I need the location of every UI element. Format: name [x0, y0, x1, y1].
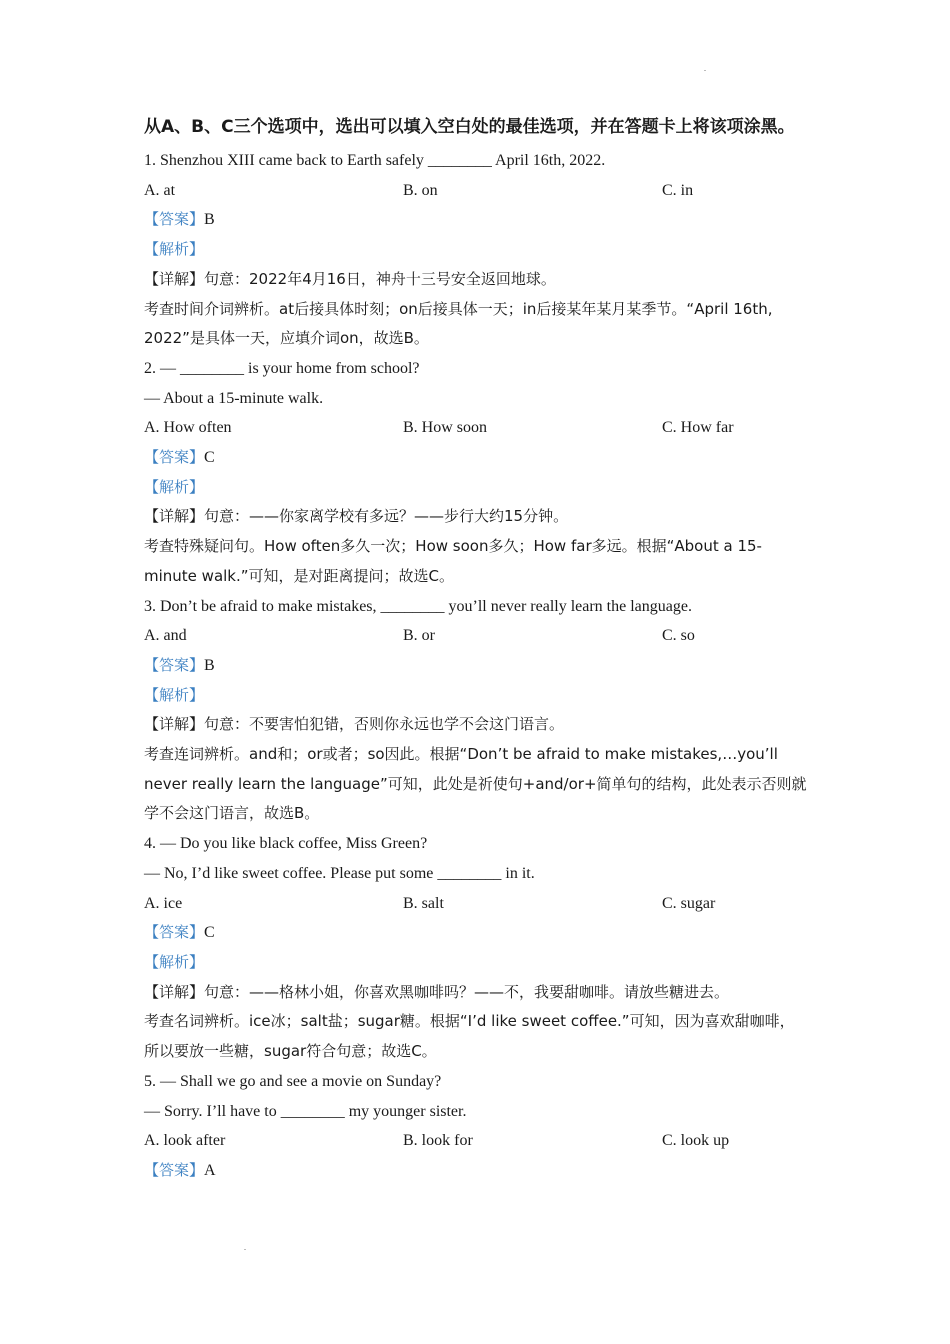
answer-value: B — [204, 211, 215, 229]
question-1-analysis — [144, 235, 809, 265]
option-b: B. on — [403, 181, 438, 199]
option-b: B. or — [403, 627, 435, 645]
option-c: C. How far — [662, 419, 734, 437]
scan-dot — [244, 1249, 246, 1250]
option-b: B. salt — [403, 894, 444, 912]
question-3-options — [144, 621, 809, 651]
document-content — [144, 110, 809, 1186]
question-2-options — [144, 413, 809, 443]
answer-value: C — [204, 924, 215, 942]
question-5-options — [144, 1126, 809, 1156]
question-3-stem: 3. Don’t be afraid to make mistakes, ________ you’ll never really learn the language. — [144, 597, 692, 615]
question-4-analysis — [144, 948, 809, 978]
answer-value: B — [204, 656, 215, 674]
option-c: C. so — [662, 627, 695, 645]
detail-text: 句意：不要害怕犯错，否则你永远也学不会这门语言。 — [204, 715, 565, 734]
question-2-explanation: 考查特殊疑问句。How often多久一次；How soon多久；How far多远。根据“About a 15-minute walk.”可知，是对距离提问；故选C。 — [144, 537, 762, 585]
option-a: A. and — [144, 627, 187, 645]
question-3-explanation: 考查连词辨析。and和；or或者；so因此。根据“Don’t be afraid to make mistakes,…you’ll never really learn the language”可知，此处是祈使句+and/or+简单句的结构，此处表示否则就学不会这门语言，故选B。 — [144, 745, 807, 823]
question-5-reply: — Sorry. I’ll have to ________ my younger sister. — [144, 1102, 467, 1120]
question-1-answer — [144, 205, 809, 235]
detail-label: 【详解】 — [144, 982, 205, 1001]
option-c: C. in — [662, 181, 694, 199]
answer-label: 【答案】 — [144, 923, 205, 942]
question-3-analysis — [144, 681, 809, 711]
answer-label: 【答案】 — [144, 1160, 205, 1179]
question-1-stem: 1. Shenzhou XIII came back to Earth safely ________ April 16th, 2022. — [144, 152, 606, 169]
question-4-stem: 4. — Do you like black coffee, Miss Green? — [144, 835, 428, 853]
question-2-answer — [144, 443, 809, 473]
detail-label: 【详解】 — [144, 269, 205, 288]
detail-label: 【详解】 — [144, 715, 205, 734]
option-b: B. look for — [403, 1132, 473, 1150]
question-2-reply: — About a 15-minute walk. — [144, 389, 324, 407]
question-3-answer — [144, 651, 809, 681]
question-5-answer — [144, 1156, 809, 1186]
question-4-explanation: 考查名词辨析。ice冰；salt盐；sugar糖。根据“I’d like sweet coffee.”可知，因为喜欢甜咖啡，所以要放一些糖，sugar符合句意；故选C。 — [144, 1012, 795, 1061]
question-4-options — [144, 889, 809, 919]
question-4-detail — [144, 978, 809, 1008]
question-5-stem: 5. — Shall we go and see a movie on Sunday? — [144, 1072, 442, 1090]
analysis-label: 【解析】 — [144, 952, 205, 971]
option-a: A. look after — [144, 1132, 226, 1150]
detail-text: 句意：2022年4月16日，神舟十三号安全返回地球。 — [204, 269, 556, 288]
answer-value: A — [204, 1161, 216, 1179]
answer-label: 【答案】 — [144, 210, 205, 229]
answer-label: 【答案】 — [144, 448, 205, 467]
option-b: B. How soon — [403, 419, 488, 437]
analysis-label: 【解析】 — [144, 685, 205, 704]
question-4-answer — [144, 918, 809, 948]
option-a: A. How often — [144, 419, 232, 437]
analysis-label: 【解析】 — [144, 477, 205, 496]
question-2-detail — [144, 502, 809, 532]
question-3-detail — [144, 710, 809, 740]
scan-dot — [704, 70, 706, 71]
answer-label: 【答案】 — [144, 655, 205, 674]
detail-text: 句意：——格林小姐，你喜欢黑咖啡吗？——不，我要甜咖啡。请放些糖进去。 — [204, 982, 730, 1001]
option-c: C. look up — [662, 1132, 730, 1150]
question-2-stem: 2. — ________ is your home from school? — [144, 359, 420, 377]
option-a: A. ice — [144, 894, 183, 912]
detail-text: 句意：——你家离学校有多远？——步行大约15分钟。 — [204, 507, 569, 526]
question-1-detail — [144, 265, 809, 295]
question-4-reply: — No, I’d like sweet coffee. Please put some ________ in it. — [144, 864, 535, 882]
answer-value: C — [204, 449, 215, 467]
option-c: C. sugar — [662, 894, 716, 912]
question-1-options — [144, 176, 809, 206]
question-1-explanation: 考查时间介词辨析。at后接具体时刻；on后接具体一天；in后接某年某月某季节。“April 16th, 2022”是具体一天，应填介词on，故选B。 — [144, 299, 773, 348]
analysis-label: 【解析】 — [144, 240, 205, 259]
section-instruction: 从A、B、C三个选项中，选出可以填入空白处的最佳选项，并在答题卡上将该项涂黑。 — [144, 117, 795, 137]
detail-label: 【详解】 — [144, 507, 205, 526]
question-2-analysis — [144, 473, 809, 503]
option-a: A. at — [144, 181, 176, 199]
